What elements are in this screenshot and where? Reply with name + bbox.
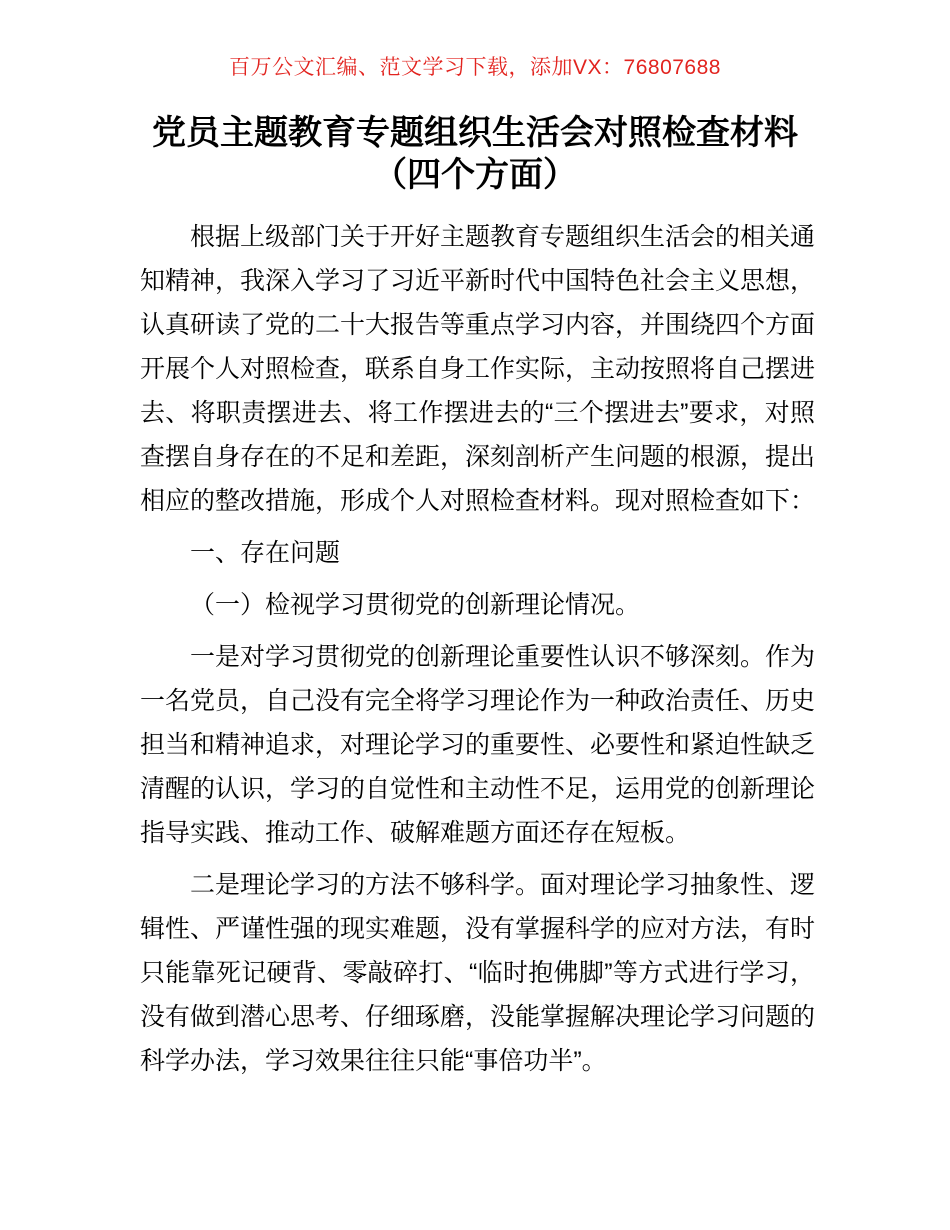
paragraph-intro: 根据上级部门关于开好主题教育专题组织生活会的相关通知精神，我深入学习了习近平新时代中国特色社会主义思想，认真研读了党的二十大报告等重点学习内容，并围绕四个方面开展个人对照检查，联系自身工作实际，主动按照将自己摆进去、将职责摆进去、将工作摆进去的“三个摆进去”要求，对照查摆自身存在的不足和差距，深刻剖析产生问题的根源，提出相应的整改措施，形成个人对照检查材料。现对照检查如下： bbox=[140, 223, 816, 515]
title-line-2: （四个方面） bbox=[373, 156, 577, 194]
subsection-heading-theory-review: （一）检视学习贯彻党的创新理论情况。 bbox=[190, 591, 641, 619]
paragraph-issue-two: 二是理论学习的方法不够科学。面对理论学习抽象性、逻辑性、严谨性强的现实难题，没有掌握科学的应对方法，有时只能靠死记硬背、零敲碎打、“临时抱佛脚”等方式进行学习，没有做到潜心思考、仔细琢磨，没能掌握解决理论学习问题的科学办法，学习效果往往只能“事倍功半”。 bbox=[140, 871, 816, 1075]
document-title bbox=[0, 112, 950, 196]
title-line-1: 党员主题教育专题组织生活会对照检查材料 bbox=[152, 114, 798, 152]
section-heading-problems: 一、存在问题 bbox=[190, 539, 341, 567]
notice-banner: 百万公文汇编、范文学习下载，添加VX：76807688 bbox=[229, 56, 721, 79]
paragraph-issue-one: 一是对学习贯彻党的创新理论重要性认识不够深刻。作为一名党员，自己没有完全将学习理论作为一种政治责任、历史担当和精神追求，对理论学习的重要性、必要性和紧迫性缺乏清醒的认识，学习的自觉性和主动性不足，运用党的创新理论指导实践、推动工作、破解难题方面还存在短板。 bbox=[140, 643, 816, 847]
document-body bbox=[140, 215, 815, 1091]
